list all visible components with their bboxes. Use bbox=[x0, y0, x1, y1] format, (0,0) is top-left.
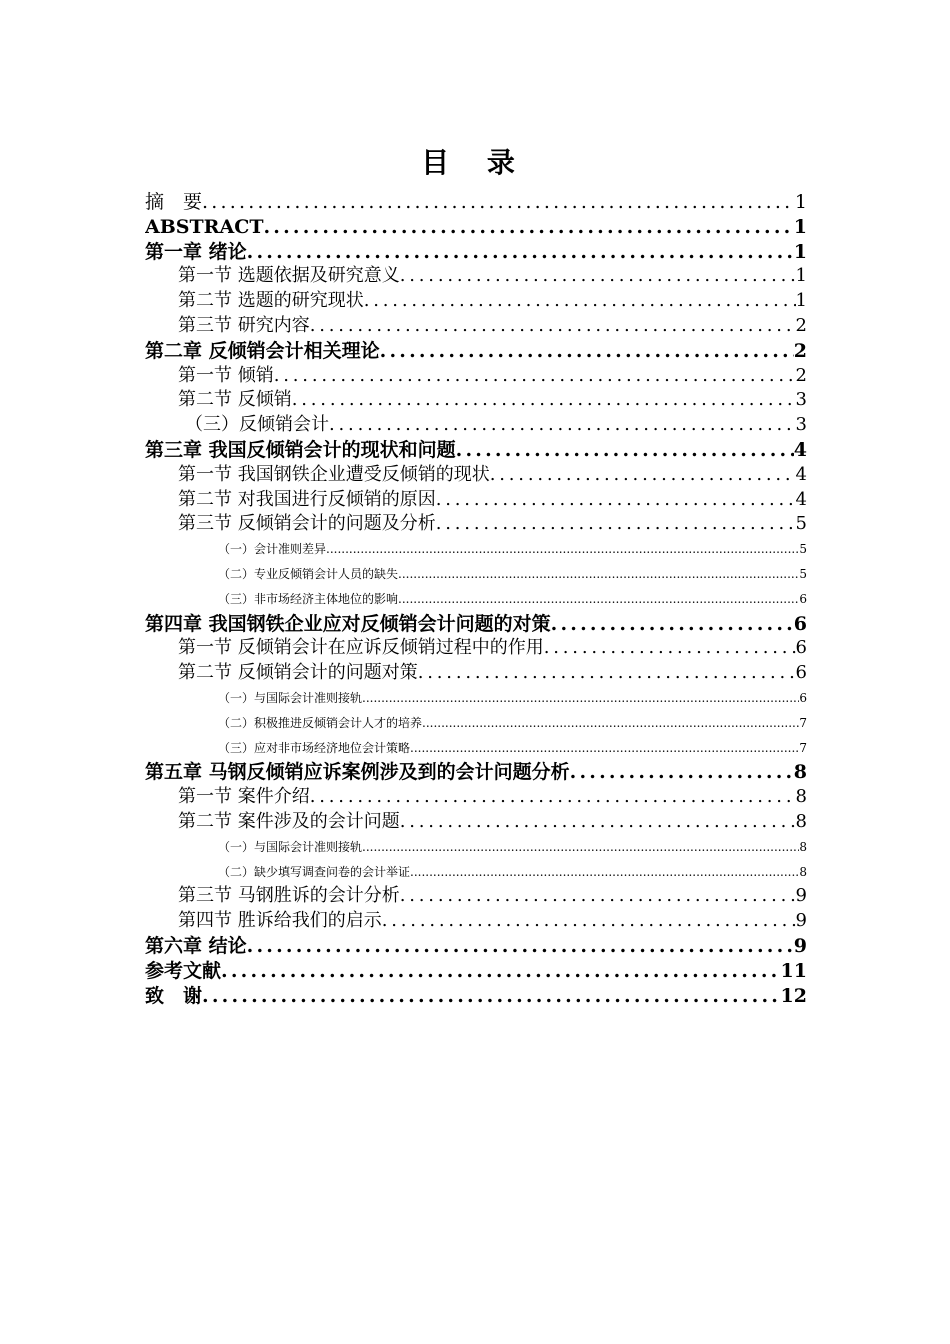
toc-entry-page: 2 bbox=[793, 339, 807, 362]
toc-leader-dots bbox=[326, 537, 799, 562]
toc-leader-dots bbox=[247, 240, 794, 265]
toc-entry-page: 5 bbox=[799, 566, 807, 581]
toc-entry-label: 第一节 选题依据及研究意义 bbox=[178, 265, 400, 287]
toc-leader-dots bbox=[398, 587, 799, 612]
toc-entry-page: 9 bbox=[795, 885, 807, 907]
toc-entry-label: （二）专业反倾销会计人员的缺失 bbox=[218, 566, 399, 581]
toc-leader-dots bbox=[490, 463, 796, 488]
toc-leader-dots bbox=[362, 686, 799, 711]
toc-entry-page: 3 bbox=[795, 414, 807, 436]
toc-leader-dots bbox=[221, 959, 781, 984]
toc-leader-dots bbox=[202, 190, 795, 215]
toc-leader-dots bbox=[382, 909, 796, 934]
toc-entry[interactable] bbox=[145, 364, 807, 389]
toc-entry[interactable] bbox=[145, 438, 807, 463]
toc-leader-dots bbox=[202, 984, 781, 1009]
toc-leader-dots bbox=[456, 438, 794, 463]
toc-entry-label: 第四节 胜诉给我们的启示 bbox=[178, 910, 382, 932]
toc-leader-dots bbox=[263, 215, 793, 240]
toc-entry-label: 参考文献 bbox=[145, 959, 222, 982]
toc-entry-label: ABSTRACT bbox=[145, 215, 264, 238]
toc-entry[interactable] bbox=[145, 984, 807, 1009]
toc-entry-page: 8 bbox=[799, 839, 807, 854]
toc-entry-label: 第五章 马钢反倾销应诉案例涉及到的会计问题分析 bbox=[145, 761, 570, 784]
toc-leader-dots bbox=[410, 860, 799, 885]
toc-entry-label: 第三节 马钢胜诉的会计分析 bbox=[178, 885, 400, 907]
toc-entry-page: 6 bbox=[795, 662, 807, 684]
toc-entry[interactable] bbox=[145, 909, 807, 934]
toc-entry-label: 第二节 案件涉及的会计问题 bbox=[178, 810, 400, 832]
toc-entry-page: 8 bbox=[799, 864, 807, 879]
toc-entry-label: 第一节 反倾销会计在应诉反倾销过程中的作用 bbox=[178, 637, 544, 659]
toc-leader-dots bbox=[310, 785, 796, 810]
toc-entry-page: 8 bbox=[795, 810, 807, 832]
toc-entry[interactable] bbox=[145, 289, 807, 314]
table-of-contents bbox=[145, 190, 807, 1008]
toc-leader-dots bbox=[400, 884, 796, 909]
toc-leader-dots bbox=[410, 736, 799, 761]
toc-entry-page: 9 bbox=[793, 934, 807, 957]
toc-entry-label: （三）反倾销会计 bbox=[185, 414, 329, 436]
toc-leader-dots bbox=[247, 934, 794, 959]
toc-leader-dots bbox=[436, 488, 796, 513]
toc-entry[interactable] bbox=[145, 884, 807, 909]
toc-entry-label: 第二节 反倾销 bbox=[178, 389, 292, 411]
toc-entry[interactable] bbox=[145, 562, 807, 587]
toc-entry[interactable] bbox=[145, 636, 807, 661]
toc-entry[interactable] bbox=[145, 537, 807, 562]
toc-entry[interactable] bbox=[145, 463, 807, 488]
toc-entry-label: （一）会计准则差异 bbox=[218, 542, 327, 557]
toc-entry-page: 7 bbox=[799, 740, 807, 755]
toc-entry-label: 第三章 我国反倾销会计的现状和问题 bbox=[145, 438, 456, 461]
toc-leader-dots bbox=[400, 264, 796, 289]
toc-leader-dots bbox=[380, 339, 794, 364]
toc-entry-page: 2 bbox=[795, 364, 807, 386]
toc-entry-label: 第一章 绪论 bbox=[145, 240, 247, 263]
toc-entry-page: 6 bbox=[799, 690, 807, 705]
toc-entry[interactable] bbox=[145, 686, 807, 711]
toc-entry-page: 1 bbox=[795, 290, 807, 312]
toc-leader-dots bbox=[398, 562, 799, 587]
toc-entry-label: 第三节 反倾销会计的问题及分析 bbox=[178, 513, 436, 535]
toc-entry[interactable] bbox=[145, 388, 807, 413]
toc-entry[interactable] bbox=[145, 587, 807, 612]
toc-leader-dots bbox=[551, 612, 794, 637]
toc-entry-label: 第二节 反倾销会计的问题对策 bbox=[178, 662, 418, 684]
toc-entry[interactable] bbox=[145, 413, 807, 438]
toc-entry-label: 第二章 反倾销会计相关理论 bbox=[145, 339, 380, 362]
toc-leader-dots bbox=[310, 314, 796, 339]
toc-entry[interactable] bbox=[145, 736, 807, 761]
toc-entry[interactable] bbox=[145, 860, 807, 885]
toc-entry-page: 6 bbox=[795, 637, 807, 659]
toc-entry-label: （二）缺少填写调查问卷的会计举证 bbox=[218, 864, 411, 879]
toc-entry-label: （一）与国际会计准则接轨 bbox=[218, 839, 363, 854]
toc-leader-dots bbox=[544, 636, 796, 661]
toc-entry-page: 6 bbox=[799, 591, 807, 606]
toc-entry[interactable] bbox=[145, 835, 807, 860]
toc-leader-dots bbox=[292, 388, 796, 413]
toc-leader-dots bbox=[400, 810, 796, 835]
toc-entry-label: 致 谢 bbox=[145, 984, 203, 1007]
toc-entry-page: 4 bbox=[795, 463, 807, 485]
toc-entry-page: 8 bbox=[793, 761, 807, 784]
toc-entry[interactable] bbox=[145, 711, 807, 736]
toc-entry[interactable] bbox=[145, 810, 807, 835]
toc-entry-page: 4 bbox=[793, 438, 807, 461]
toc-entry-page: 9 bbox=[795, 910, 807, 932]
toc-entry[interactable] bbox=[145, 760, 807, 785]
toc-entry-page: 1 bbox=[795, 265, 807, 287]
toc-entry-label: （三）非市场经济主体地位的影响 bbox=[218, 591, 399, 606]
toc-entry[interactable] bbox=[145, 488, 807, 513]
toc-entry-label: 第一节 倾销 bbox=[178, 364, 274, 386]
toc-leader-dots bbox=[436, 512, 796, 537]
toc-entry-page: 1 bbox=[793, 215, 807, 238]
toc-entry-page: 2 bbox=[795, 314, 807, 336]
toc-leader-dots bbox=[329, 413, 796, 438]
toc-entry-label: （二）积极推进反倾销会计人才的培养 bbox=[218, 715, 423, 730]
toc-entry-label: （三）应对非市场经济地位会计策略 bbox=[218, 740, 411, 755]
toc-entry-page: 8 bbox=[795, 786, 807, 808]
toc-entry-label: （一）与国际会计准则接轨 bbox=[218, 690, 363, 705]
toc-entry[interactable] bbox=[145, 190, 807, 215]
toc-entry[interactable] bbox=[145, 240, 807, 265]
toc-entry-page: 4 bbox=[795, 488, 807, 510]
toc-entry-label: 第二节 对我国进行反倾销的原因 bbox=[178, 488, 436, 510]
toc-entry[interactable] bbox=[145, 264, 807, 289]
toc-entry-page: 12 bbox=[780, 984, 807, 1007]
toc-entry-label: 第三节 研究内容 bbox=[178, 314, 310, 336]
toc-leader-dots bbox=[364, 289, 796, 314]
toc-entry[interactable] bbox=[145, 959, 807, 984]
toc-entry[interactable] bbox=[145, 612, 807, 637]
toc-entry-label: 第六章 结论 bbox=[145, 934, 247, 957]
toc-entry[interactable] bbox=[145, 934, 807, 959]
toc-entry-page: 5 bbox=[795, 513, 807, 535]
toc-entry[interactable] bbox=[145, 661, 807, 686]
toc-leader-dots bbox=[570, 760, 794, 785]
toc-leader-dots bbox=[422, 711, 799, 736]
toc-entry-label: 第一节 案件介绍 bbox=[178, 786, 310, 808]
toc-title: 目 录 bbox=[421, 146, 529, 179]
toc-entry[interactable] bbox=[145, 785, 807, 810]
toc-entry-page: 6 bbox=[793, 612, 807, 635]
toc-entry[interactable] bbox=[145, 215, 807, 240]
toc-entry-page: 5 bbox=[799, 542, 807, 557]
toc-entry[interactable] bbox=[145, 512, 807, 537]
toc-entry-page: 7 bbox=[799, 715, 807, 730]
toc-entry[interactable] bbox=[145, 314, 807, 339]
toc-entry-page: 1 bbox=[794, 191, 807, 213]
toc-entry-label: 第二节 选题的研究现状 bbox=[178, 290, 364, 312]
toc-entry-label: 第一节 我国钢铁企业遭受反倾销的现状 bbox=[178, 463, 490, 485]
toc-entry-page: 11 bbox=[780, 959, 807, 982]
toc-entry-page: 3 bbox=[795, 389, 807, 411]
toc-entry-label: 摘 要 bbox=[145, 191, 203, 213]
toc-entry-label: 第四章 我国钢铁企业应对反倾销会计问题的对策 bbox=[145, 612, 551, 635]
toc-leader-dots bbox=[362, 835, 799, 860]
toc-leader-dots bbox=[274, 364, 796, 389]
toc-entry[interactable] bbox=[145, 339, 807, 364]
toc-leader-dots bbox=[418, 661, 796, 686]
toc-entry-page: 1 bbox=[793, 240, 807, 263]
